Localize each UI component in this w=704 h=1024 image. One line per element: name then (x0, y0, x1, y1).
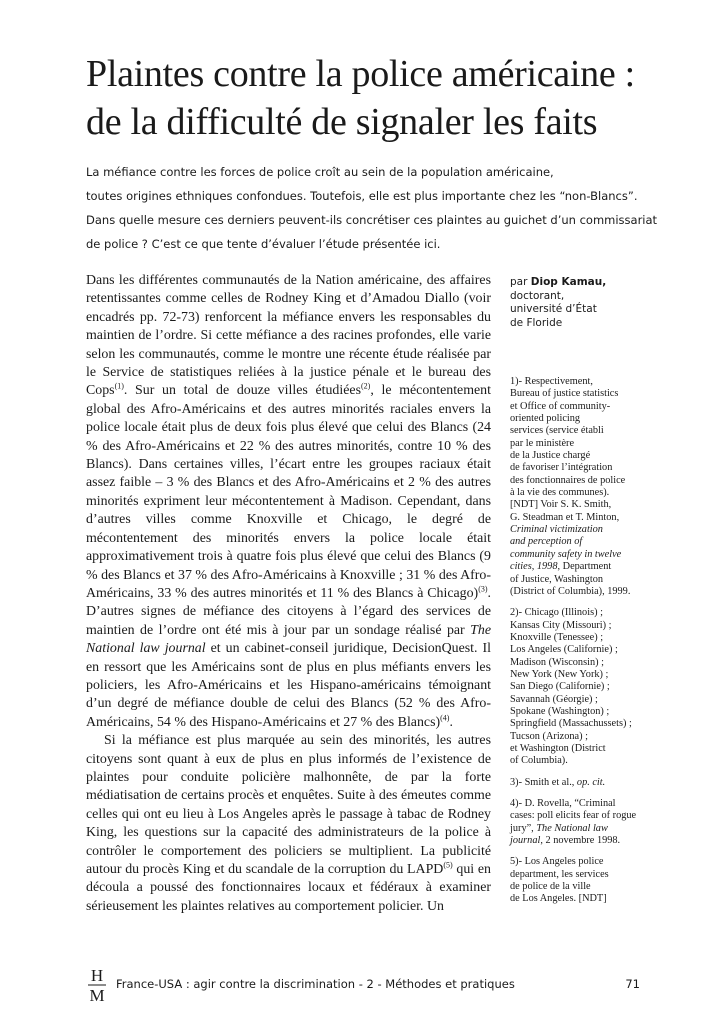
note-line: of Columbia). (510, 755, 568, 767)
note-line (510, 835, 700, 847)
note-line: (District of Columbia), 1999. (510, 585, 631, 597)
footnote-4 (510, 798, 700, 847)
note-line: et Office of community- (510, 400, 611, 412)
note-line: de Los Angeles. [NDT] (510, 893, 607, 905)
note-line: services (service établi (510, 425, 604, 437)
journal-title: The National law journal (86, 622, 491, 657)
note-line: par le ministère (510, 437, 575, 449)
body-text-segment: Dans les différentes communautés de la Nation américaine, des affaires retentissantes comme celles de Rodney King et d’Amadou Diallo (voir encadrés pp. 72-73) renforcent la méfiance envers les responsables du maintien de l’ordre. Si cette méfiance a des racines profondes, elle varie selon les communautés, comme le montre une récente étude réalisée par le Service de statistiques reliées à la justice pénale et le bureau des Cops (86, 273, 491, 399)
note-line-italic: and perception of (510, 536, 583, 548)
intro-line-4: de police ? C’est ce que tente d’évaluer l’étude présentée ici. (86, 237, 441, 251)
body-paragraph-1 (86, 272, 491, 732)
note-line: de la Justice chargé (510, 450, 591, 462)
note-line: 4)- D. Rovella, “Criminal (510, 798, 616, 809)
note-segment: 3)- Smith et al., (510, 776, 577, 788)
note-line: à la vie des communes). (510, 487, 610, 499)
note-line: oriented policing (510, 413, 581, 425)
body-text-segment: . Sur un total de douze villes étudiées (123, 383, 361, 399)
footnotes-column (510, 376, 700, 915)
note-line: de police de la ville (510, 881, 591, 893)
author-affiliation-2: de Floride (510, 316, 563, 329)
page-number: 71 (625, 977, 640, 991)
note-line: G. Steadman et T. Minton, (510, 511, 620, 523)
note-line: Madison (Wisconsin) ; (510, 656, 604, 668)
note-line: de favoriser l’intégration (510, 462, 613, 474)
note-segment: jury”, (510, 822, 537, 834)
note-line: Los Angeles (Californie) ; (510, 644, 618, 656)
article-title (86, 50, 686, 146)
note-line: San Diego (Californie) ; (510, 681, 610, 693)
body-text-segment: et un cabinet-conseil juridique, DecisionQuest. Il en ressort que les Américains sont de plus en plus méfiants envers les policiers, les Afro-Américains et les Hispano-américains témoignant d’un degré de méfiance double de celui des Blancs (52 % des Afro-Américains, 54 % des Hispano-Américains et 27 % des Blancs) (86, 641, 491, 730)
body-paragraph-2 (86, 732, 491, 916)
note-line: Spokane (Washington) ; (510, 705, 610, 717)
body-text-segment: . D’autres signes de méfiance des citoyens à l’égard des services de maintien de l’ordre ont été mis à jour par un sondage réalisé par (86, 585, 491, 638)
note-line: Tucson (Arizona) ; (510, 730, 588, 742)
hm-monogram-icon (86, 966, 108, 1004)
body-text-segment: qui en découla a poussé des fonctionnaires locaux et fédéraux à examiner sérieusement les plaintes relatives au comportement policier. Un (86, 862, 491, 914)
note-line-italic: Criminal victimization (510, 524, 603, 536)
footnote-ref-2: (2) (360, 381, 371, 391)
author-name: Diop Kamau, (530, 276, 607, 288)
svg-text:H: H (90, 966, 104, 985)
note-line: Bureau of justice statistics (510, 388, 619, 400)
footnote-1 (510, 376, 700, 598)
intro-line-1: La méfiance contre les forces de police croît au sein de la population américaine, (86, 165, 554, 179)
footnote-ref-1: (1) (114, 381, 124, 391)
note-line: 2)- Chicago (Illinois) ; (510, 607, 603, 619)
note-line-italic: community safety in twelve (510, 548, 622, 560)
footnote-ref-4: (4) (440, 713, 450, 723)
note-line: New York (New York) ; (510, 668, 609, 680)
note-italic-segment: The National law (536, 822, 608, 834)
footnote-2 (510, 607, 700, 767)
title-line-1: Plaintes contre la police américaine : (86, 53, 635, 95)
note-italic-segment: journal (510, 835, 541, 847)
note-line: 1)- Respectivement, (510, 376, 593, 387)
note-line: des fonctionnaires de police (510, 474, 626, 486)
body-text-segment: , le mécontentement global des Afro-Américains et des autres minorités raciales envers la police locale était plus de deux fois plus élevé que celui des Blancs (24 % des Afro-Américains et 22 % des autres minorités, contre 10 % des Blancs). Dans certaines villes, l’écart entre les groupes raciaux était assez faible – 3 % des Blancs et des Afro-Américains et 2 % des autres minorités expriment leur mécontentement à Madison. Cependant, dans d’autres villes comme Knoxville et Chicago, le degré de mécontentement des minorités envers la police locale était approximativement trois à quatre fois plus élevé que celui des Blancs (9 % des Blancs et 37 % des Afro-Américains à Knoxville ; 31 % des Afro-Américains, 33 % des autres minorités et 11 % des Blancs à Chicago) (86, 383, 491, 601)
author-affiliation-1: université d’État (510, 303, 597, 315)
note-line: et Washington (District (510, 742, 606, 754)
body-text-segment: Si la méfiance est plus marquée au sein des minorités, les autres citoyens sont quant à eux de plus en plus informés de l’existence de plaintes pour conduite policière malhonnête, de par la forte médiatisation de certains procès et enquêtes. Suite à des émeutes comme celles qui ont eu lieu à Los Angeles après le passage à tabac de Rodney King, les questions sur la capacité des administrateurs de la police à contrôler le comportement des policiers se multiplient. La publicité autour du procès King et du scandale de la corruption du LAPD (86, 733, 491, 877)
svg-text:M: M (89, 986, 105, 1004)
footnote-ref-3: (3) (478, 584, 488, 594)
note-line: department, les services (510, 868, 609, 880)
note-line: Kansas City (Missouri) ; (510, 619, 612, 631)
note-italic-segment: cities, 1998 (510, 561, 558, 573)
note-italic-segment: op. cit. (576, 776, 606, 788)
author-byline (510, 276, 680, 330)
byline-prefix: par (510, 276, 528, 288)
note-segment: , Department (557, 561, 612, 573)
note-line (510, 777, 700, 789)
author-role: doctorant, (510, 289, 565, 302)
note-line: [NDT] Voir S. K. Smith, (510, 499, 612, 511)
note-segment: , 2 novembre 1998. (540, 835, 621, 847)
body-text-segment: . (449, 714, 453, 730)
intro-line-3: Dans quelle mesure ces derniers peuvent-ils concrétiser ces plaintes au guichet d’un commissariat (86, 213, 658, 227)
note-line (510, 823, 700, 835)
intro-lead (86, 160, 658, 256)
footnote-ref-5: (5) (443, 860, 453, 870)
page-footer (86, 966, 646, 1006)
footnote-5 (510, 856, 700, 905)
article-body (86, 272, 491, 916)
note-line: cases: poll elicits fear of rogue (510, 810, 637, 822)
note-line: Savannah (Géorgie) ; (510, 693, 598, 705)
title-line-2: de la difficulté de signaler les faits (86, 101, 598, 143)
footer-publication-title: France-USA : agir contre la discrimination - 2 - Méthodes et pratiques (116, 977, 515, 991)
intro-line-2: toutes origines ethniques confondues. Toutefois, elle est plus importante chez les “non-Blancs”. (86, 189, 638, 203)
note-line: Knoxville (Tenessee) ; (510, 631, 604, 643)
note-line: 5)- Los Angeles police (510, 856, 604, 868)
author-name-line (510, 276, 680, 290)
note-line (510, 561, 700, 573)
footnote-3 (510, 777, 700, 789)
note-line: Springfield (Massachussets) ; (510, 718, 632, 730)
note-line: of Justice, Washington (510, 573, 604, 585)
